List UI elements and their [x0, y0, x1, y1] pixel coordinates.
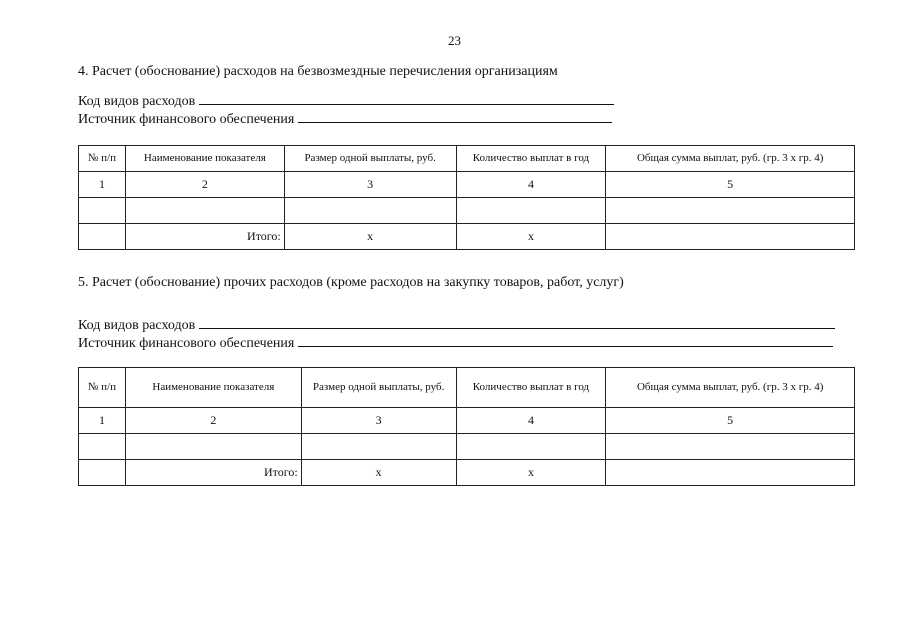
header-cell: Количество выплат в год	[456, 146, 606, 172]
empty-cell	[606, 198, 855, 224]
empty-data-row	[79, 434, 855, 460]
empty-cell	[301, 434, 456, 460]
empty-cell	[125, 198, 284, 224]
funding-source-blank	[298, 110, 612, 123]
empty-cell	[284, 198, 456, 224]
header-cell: Размер одной выплаты, руб.	[284, 146, 456, 172]
column-number-cell: 3	[284, 172, 456, 198]
column-number-row	[79, 172, 855, 198]
total-label: Итого:	[125, 460, 301, 486]
column-number-cell: 1	[79, 408, 126, 434]
empty-cell	[79, 460, 126, 486]
expense-code-label: Код видов расходов	[78, 318, 196, 333]
column-number-cell: 5	[606, 172, 855, 198]
header-cell: Наименование показателя	[125, 146, 284, 172]
empty-cell	[79, 224, 126, 250]
expense-code-label: Код видов расходов	[78, 94, 196, 109]
column-number-cell: 5	[606, 408, 855, 434]
total-cell: х	[456, 224, 606, 250]
section-4-expense-code-field	[78, 92, 614, 110]
empty-cell	[606, 434, 855, 460]
header-cell: Размер одной выплаты, руб.	[301, 368, 456, 408]
expense-code-blank	[199, 92, 614, 105]
column-number-cell: 2	[125, 408, 301, 434]
page-number: 23	[448, 33, 461, 48]
empty-data-row	[79, 198, 855, 224]
empty-cell	[606, 460, 855, 486]
empty-cell	[456, 198, 606, 224]
column-number-cell: 3	[301, 408, 456, 434]
header-cell: Общая сумма выплат, руб. (гр. 3 х гр. 4)	[606, 368, 855, 408]
total-label: Итого:	[125, 224, 284, 250]
empty-cell	[125, 434, 301, 460]
header-cell: Общая сумма выплат, руб. (гр. 3 х гр. 4)	[606, 146, 855, 172]
column-number-cell: 2	[125, 172, 284, 198]
header-cell: № п/п	[79, 146, 126, 172]
table-header-row	[79, 146, 855, 172]
expense-code-blank	[199, 316, 835, 329]
total-cell: х	[301, 460, 456, 486]
funding-source-blank	[298, 334, 833, 347]
empty-cell	[456, 434, 606, 460]
total-row	[79, 224, 855, 250]
empty-cell	[606, 224, 855, 250]
header-cell: № п/п	[79, 368, 126, 408]
funding-source-label: Источник финансового обеспечения	[78, 112, 295, 127]
section-5-table	[78, 367, 855, 486]
total-cell: х	[456, 460, 606, 486]
column-number-row	[79, 408, 855, 434]
section-5-title: 5. Расчет (обоснование) прочих расходов (кроме расходов на закупку товаров, работ, услуг)	[78, 275, 624, 290]
total-row	[79, 460, 855, 486]
section-4-title: 4. Расчет (обоснование) расходов на безвозмездные перечисления организациям	[78, 64, 558, 79]
header-cell: Количество выплат в год	[456, 368, 606, 408]
total-cell: х	[284, 224, 456, 250]
section-4-table	[78, 145, 855, 250]
header-cell: Наименование показателя	[125, 368, 301, 408]
column-number-cell: 4	[456, 408, 606, 434]
funding-source-label: Источник финансового обеспечения	[78, 336, 295, 351]
empty-cell	[79, 198, 126, 224]
section-5-funding-source-field	[78, 334, 833, 352]
section-4-funding-source-field	[78, 110, 612, 128]
column-number-cell: 4	[456, 172, 606, 198]
column-number-cell: 1	[79, 172, 126, 198]
section-5-expense-code-field	[78, 316, 835, 334]
empty-cell	[79, 434, 126, 460]
table-header-row	[79, 368, 855, 408]
